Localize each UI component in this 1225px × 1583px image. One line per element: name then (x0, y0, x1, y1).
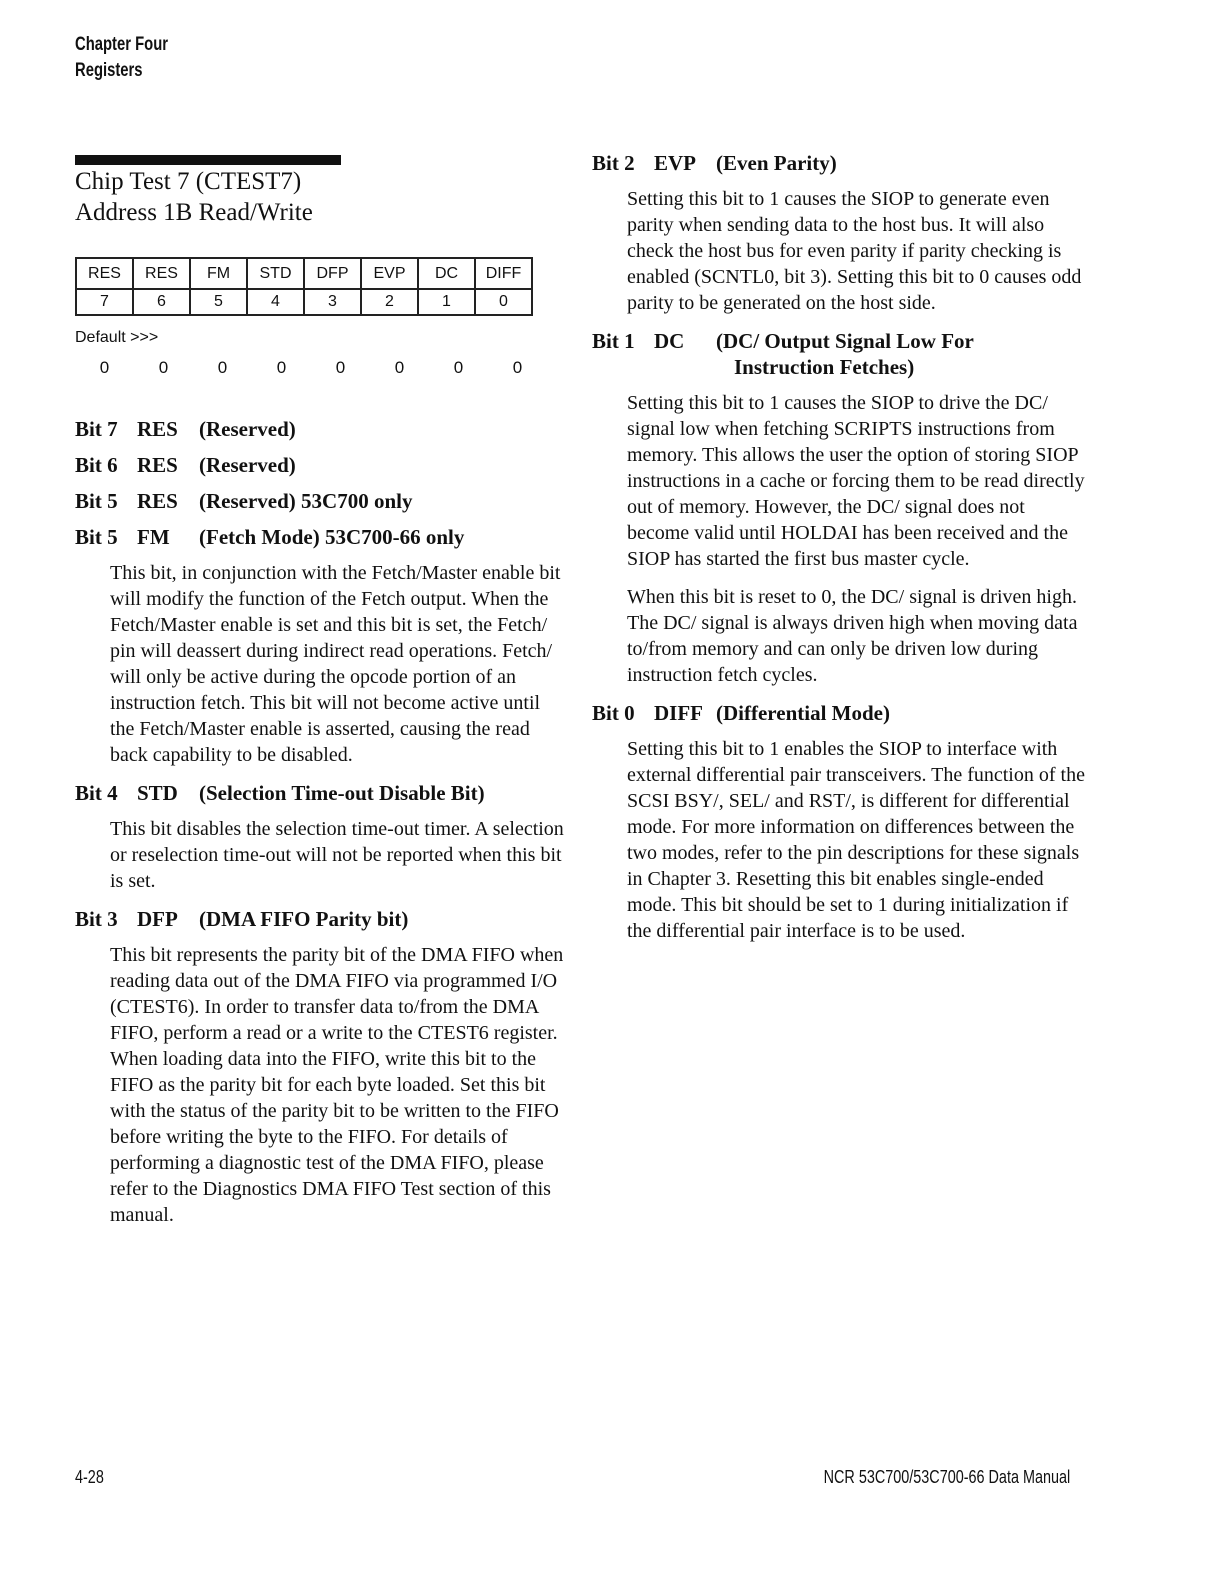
bit-1-heading (592, 328, 1092, 380)
bit-2-heading (592, 150, 1092, 176)
bit-number-cell: 2 (361, 289, 418, 315)
bit-number: Bit 3 (75, 907, 118, 931)
default-value: 0 (453, 358, 464, 377)
bit-6-heading (75, 452, 565, 478)
default-value: 0 (217, 358, 228, 377)
bit-number-cell: 6 (133, 289, 190, 315)
bit-4-heading (75, 780, 565, 806)
register-address: Address 1B Read/Write (75, 199, 313, 226)
default-value: 0 (99, 358, 110, 377)
bit-5-fm-paragraph: This bit, in conjunction with the Fetch/Master enable bit will modify the function of the Fetch output. When the Fetch/Master enable is set and this bit is set, the Fetch/ pin will deassert during indirect read operations. Fetch/ will only be active during the opcode portion of an instruction fetch. This bit will not become active until the Fetch/Master enable is asserted, causing the read back capability to be disabled. (110, 562, 561, 766)
bit-description: (Fetch Mode) 53C700-66 only (199, 525, 465, 549)
bit-number-cell: 0 (475, 289, 532, 315)
bit-5-fm-heading (75, 524, 565, 550)
left-column (75, 416, 565, 1240)
default-value: 0 (394, 358, 405, 377)
bit-number-cell: 3 (304, 289, 361, 315)
bit-number: Bit 0 (592, 701, 635, 725)
default-label: Default >>> (75, 329, 159, 346)
bit-description: (DMA FIFO Parity bit) (199, 907, 409, 931)
bit-description: (Even Parity) (716, 151, 837, 175)
bit-name-cell: RES (133, 258, 190, 289)
bit-name-cell: DIFF (475, 258, 532, 289)
bit-mnemonic: RES (137, 417, 178, 441)
bit-number: Bit 2 (592, 151, 635, 175)
bit-mnemonic: EVP (654, 151, 696, 175)
bit-number-cell: 7 (76, 289, 133, 315)
default-values-row (75, 358, 547, 378)
bit-name-cell: RES (76, 258, 133, 289)
bit-numbers-row (76, 289, 532, 315)
bit-description: (Differential Mode) (716, 701, 890, 725)
bit-7-heading (75, 416, 565, 442)
page-number: 4-28 (75, 1467, 104, 1487)
default-value: 0 (276, 358, 287, 377)
bit-name-cell: DC (418, 258, 475, 289)
bit-0-heading (592, 700, 1092, 726)
running-header (75, 32, 168, 84)
chapter-label: Chapter Four (75, 34, 169, 55)
bit-1-paragraph-1: Setting this bit to 1 causes the SIOP to drive the DC/ signal low when fetching SCRIPTS instructions from memory. This allows the user the option of storing SIOP instructions in a cache or forcing them to be read directly out of memory. However, the DC/ signal does not become valid until HOLDAI has been received and the SIOP has started the first bus master cycle. (627, 392, 1085, 570)
bit-mnemonic: DIFF (654, 701, 703, 725)
bit-1-paragraph-2: When this bit is reset to 0, the DC/ signal is driven high. The DC/ signal is always driven high when moving data to/from memory and can only be driven low during instruction fetch cycles. (627, 586, 1078, 686)
bit-description: (Selection Time-out Disable Bit) (199, 781, 485, 805)
bit-name-cell: EVP (361, 258, 418, 289)
bit-number: Bit 6 (75, 453, 118, 477)
register-bit-table (75, 257, 533, 316)
bit-number: Bit 1 (592, 329, 635, 353)
bit-number-cell: 1 (418, 289, 475, 315)
bit-number: Bit 7 (75, 417, 118, 441)
bit-3-paragraph: This bit represents the parity bit of the DMA FIFO when reading data out of the DMA FIFO via programmed I/O (CTEST6). In order to transfer data to/from the DMA FIFO, perform a read or a write to the CTEST6 register. When loading data into the FIFO, write this bit to the FIFO as the parity bit for each byte loaded. Set this bit with the status of the parity bit to be written to the FIFO before writing the byte to the FIFO. For details of performing a diagnostic test of the DMA FIFO, please refer to the Diagnostics DMA FIFO Test section of this manual. (110, 944, 564, 1226)
bit-3-heading (75, 906, 565, 932)
bit-mnemonic: DFP (137, 907, 178, 931)
default-value: 0 (158, 358, 169, 377)
right-column (592, 150, 1092, 956)
bit-mnemonic: RES (137, 489, 178, 513)
bit-0-paragraph: Setting this bit to 1 enables the SIOP to interface with external differential pair transceivers. The function of the SCSI BSY/, SEL/ and RST/, is different for differential mode. For more information on differences between the two modes, refer to the pin descriptions for these signals in Chapter 3. Resetting this bit enables single-ended mode. This bit should be set to 1 during initialization if the differential pair interface is to be used. (627, 738, 1085, 942)
section-label: Registers (75, 60, 143, 81)
bit-name-cell: STD (247, 258, 304, 289)
bit-name-cell: FM (190, 258, 247, 289)
bit-description: (Reserved) (199, 417, 296, 441)
register-name: Chip Test 7 (CTEST7) (75, 168, 302, 195)
bit-number: Bit 5 (75, 489, 118, 513)
bit-description: (Reserved) 53C700 only (199, 489, 413, 513)
manual-title: NCR 53C700/53C700-66 Data Manual (823, 1467, 1070, 1487)
bit-5-res-heading (75, 488, 565, 514)
bit-name-cell: DFP (304, 258, 361, 289)
bit-4-paragraph: This bit disables the selection time-out timer. A selection or reselection time-out will not be reported when this bit is set. (110, 818, 564, 892)
register-title (75, 166, 313, 228)
bit-mnemonic: STD (137, 781, 178, 805)
bit-mnemonic: DC (654, 329, 685, 353)
bit-names-row (76, 258, 532, 289)
bit-mnemonic: RES (137, 453, 178, 477)
bit-mnemonic: FM (137, 525, 170, 549)
title-rule (75, 155, 341, 165)
bit-number-cell: 4 (247, 289, 304, 315)
bit-number: Bit 5 (75, 525, 118, 549)
bit-number: Bit 4 (75, 781, 118, 805)
default-value: 0 (335, 358, 346, 377)
bit-2-paragraph: Setting this bit to 1 causes the SIOP to generate even parity when sending data to the host bus. It will also check the host bus for even parity if parity checking is enabled (SCNTL0, bit 3). Setting this bit to 0 causes odd parity to be generated on the host side. (627, 188, 1082, 314)
bit-number-cell: 5 (190, 289, 247, 315)
bit-description: (Reserved) (199, 453, 296, 477)
bit-description: (DC/ Output Signal Low For (716, 329, 974, 353)
default-value: 0 (512, 358, 523, 377)
bit-description-continued: Instruction Fetches) (734, 355, 915, 379)
